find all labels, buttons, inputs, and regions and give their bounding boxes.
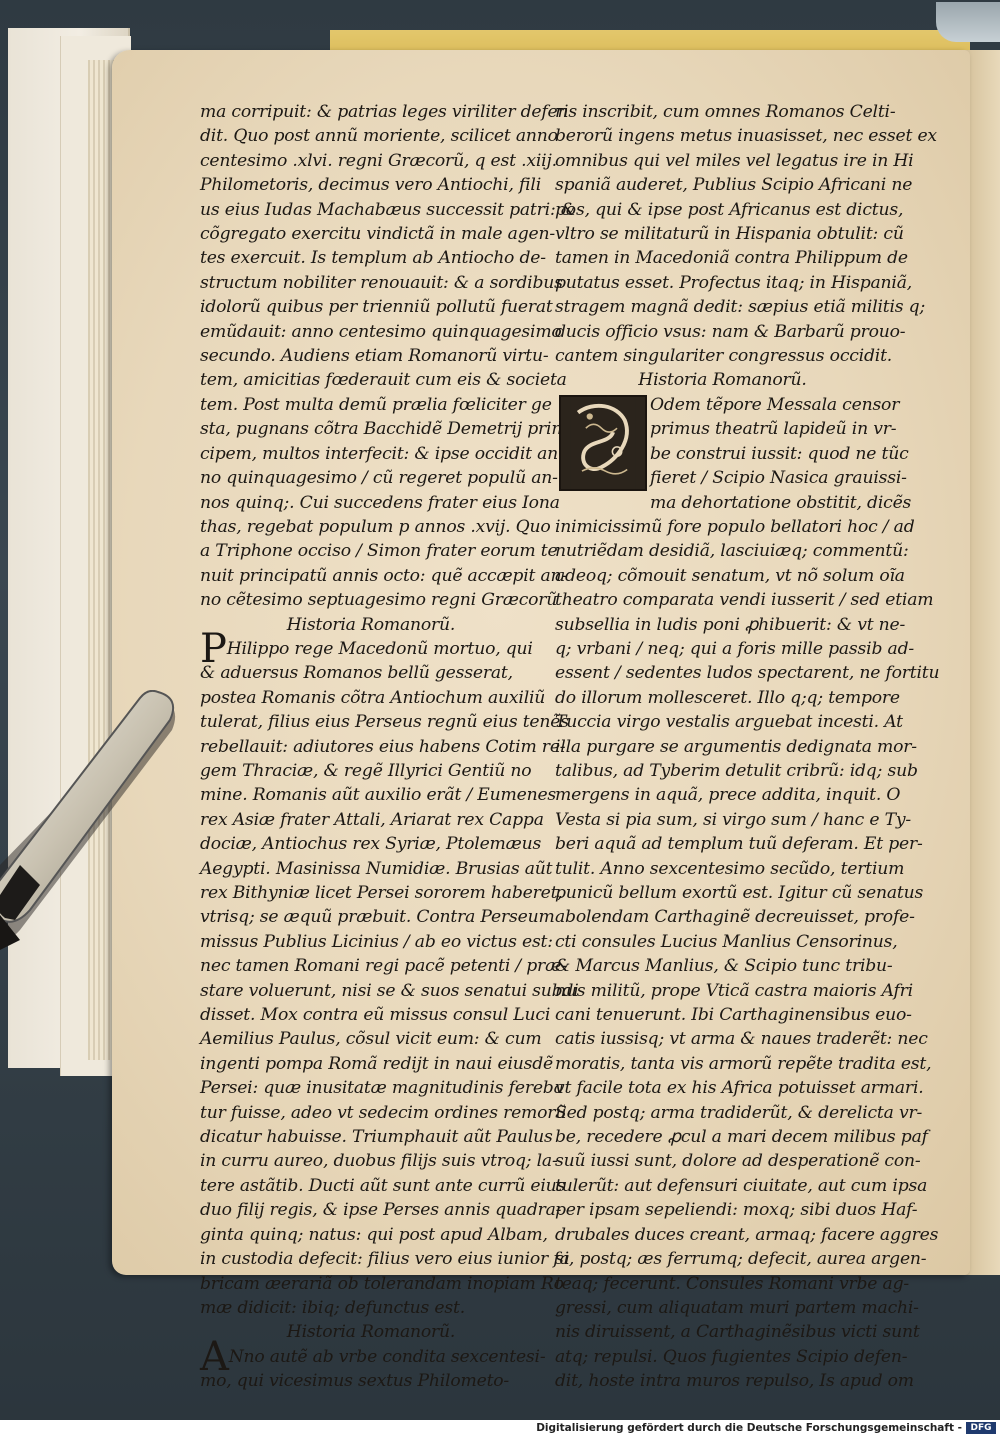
- text-line: a Triphone occiso / Simon frater eorum te: [200, 541, 558, 562]
- text-line: cani tenuerunt. Ibi Carthaginensibus euo-: [555, 1005, 912, 1026]
- text-line: & Marcus Manlius, & Scipio tunc tribu-: [555, 956, 893, 977]
- section-heading: Historia Romanorũ.: [638, 370, 807, 391]
- text-line: Aegypti. Masinissa Numidiæ. Brusias aũt: [200, 858, 553, 879]
- text-line: omnibus qui vel miles vel legatus ire in Hi: [555, 150, 914, 171]
- text-line: Persei: quæ inusitatæ magnitudinis fereba: [200, 1078, 564, 1099]
- text-line: in custodia defecit: filius vero eius iunior fa: [200, 1249, 570, 1270]
- text-line: nutriẽdam desidiã, lasciuiæq; commentũ:: [555, 541, 909, 562]
- text-line: no cẽtesimo septuagesimo regni Græcorũ: [200, 590, 558, 611]
- right-paragraph-1: [555, 100, 937, 368]
- text-line: vtrisq; se æquũ præbuit. Contra Perseum: [200, 907, 555, 928]
- text-line: postea Romanis cõtra Antiochum auxiliũ: [200, 687, 546, 708]
- text-line: dociæ, Antiochus rex Syriæ, Ptolemæus: [200, 834, 542, 855]
- text-line: be, recedere ꝓcul a mari decem milibus paf: [555, 1127, 928, 1148]
- text-line: idolorũ quibus per trienniũ pollutũ fuerat: [200, 297, 553, 318]
- text-line: q; vrbani / neq; qui a foris mille passib ad-: [555, 638, 914, 659]
- text-line: us eius Iudas Machabæus successit patri: &: [200, 199, 576, 220]
- dfg-logo: DFG: [966, 1422, 996, 1434]
- text-line: Philometoris, decimus vero Antiochi, fili: [200, 175, 542, 196]
- text-line: nus militũ, prope Vticã castra maioris Afri: [555, 980, 913, 1001]
- section-heading: Historia Romanorũ.: [286, 614, 456, 635]
- left-text-column: [200, 100, 579, 1394]
- text-line: suũ iussi sunt, dolore ad desperationẽ con-: [555, 1151, 921, 1172]
- text-line: fieret / Scipio Nasica grauissi-: [650, 468, 907, 489]
- text-line: mæ didicit: ibiq; defunctus est.: [200, 1297, 465, 1318]
- text-line: adeoq; cõmouit senatum, vt nõ solum oĩa: [555, 565, 905, 586]
- text-line: tem, amicitias fœderauit cum eis & societa: [200, 370, 567, 391]
- paragraph-opening-line: PHilippo rege Macedonũ mortuo, qui: [200, 625, 533, 672]
- text-line: beri aquã ad templum tuũ deferam. Et per-: [555, 834, 923, 855]
- text-line: cõgregato exercitu vindictã in male agen-: [200, 224, 555, 245]
- decorated-initial-block: [555, 393, 912, 515]
- text-line: catis iussisq; vt arma & naues traderẽt: nec: [555, 1029, 928, 1050]
- text-line: mine. Romanis aũt auxilio erãt / Eumenes: [200, 785, 557, 806]
- cover-corner: [936, 2, 1000, 42]
- text-line: drubales duces creant, armaq; facere aggres: [555, 1224, 939, 1245]
- initial-letter: P: [200, 625, 227, 672]
- text-line: tes exercuit. Is templum ab Antiocho de-: [200, 248, 546, 269]
- text-line: mo, qui vicesimus sextus Philometo-: [200, 1371, 510, 1392]
- text-line: duo filij regis, & ipse Perses annis quadra-: [200, 1200, 562, 1221]
- text-line: spaniã auderet, Publius Scipio Africani ne: [555, 175, 913, 196]
- text-line: tur fuisse, adeo vt sedecim ordines remorũ: [200, 1102, 567, 1123]
- text-line: berorũ ingens metus inuasisset, nec esset ex: [555, 126, 937, 147]
- text-line: nis diruissent, a Carthaginẽsibus victi sunt: [555, 1322, 920, 1343]
- text-line: illa purgare se argumentis dedignata mor-: [555, 736, 917, 757]
- text-line: tamen in Macedoniã contra Philippum de: [555, 248, 908, 269]
- text-line: rex Bithyniæ licet Persei sororem haberet,: [200, 883, 563, 903]
- text-line: ginta quinq; natus: qui post apud Albam,: [200, 1224, 548, 1245]
- text-line: emũdauit: anno centesimo quinquagesimo: [200, 321, 562, 342]
- text-line: abolendam Carthaginẽ decreuisset, profe-: [555, 907, 915, 928]
- left-paragraph-3: [200, 1333, 546, 1394]
- text-line: ingenti pompa Romã redijt in naui eiusdẽ: [200, 1053, 554, 1074]
- text-line: rebellauit: adiutores eius habens Cotim re-: [200, 736, 566, 757]
- text-line: theatro comparata vendi iusserit / sed etiam: [555, 590, 934, 611]
- text-line: Tuccia virgo vestalis arguebat incesti. At: [555, 712, 903, 733]
- text-line: inimicissimũ fore populo bellatori hoc / ad: [555, 516, 915, 537]
- text-line: in curru aureo, duobus filijs suis vtroq; la-: [200, 1151, 558, 1172]
- text-line: si, postq; æs ferrumq; defecit, aurea argen-: [555, 1249, 927, 1270]
- text-line: tere astãtib. Ducti aũt sunt ante currũ eius: [200, 1175, 566, 1196]
- text-line: ma dehortatione obstitit, dicẽs: [650, 492, 912, 513]
- text-line: nec tamen Romani regi pacẽ petenti / præ-: [200, 956, 567, 977]
- text-line: Sed postq; arma tradiderũt, & derelicta vr-: [555, 1102, 923, 1123]
- text-line: putatus esset. Profectus itaq; in Hispaniã,: [555, 272, 913, 293]
- text-line: Odem tẽpore Messala censor: [650, 394, 900, 415]
- text-line: gem Thraciæ, & regẽ Illyrici Gentiũ no: [200, 760, 532, 781]
- text-line: secundo. Audiens etiam Romanorũ virtu-: [200, 346, 549, 367]
- text-line: vt facile tota ex his Africa potuisset armari.: [555, 1078, 924, 1099]
- text-line: structum nobiliter renouauit: & a sordibus: [200, 272, 563, 293]
- text-line: ANno autẽ ab vrbe condita sexcentesi-: [200, 1333, 546, 1380]
- text-line: mergens in aquã, prece addita, inquit. O: [555, 785, 901, 806]
- text-line: gressi, cum aliquatam muri partem machi-: [555, 1297, 919, 1318]
- text-line: disset. Mox contra eũ missus consul Luci: [200, 1005, 551, 1026]
- text-line: ma corripuit: & patrias leges viriliter defen: [200, 102, 569, 122]
- text-line: atq; repulsi. Quos fugientes Scipio defen-: [555, 1346, 908, 1367]
- text-line: essent / sedentes ludos spectarent, ne fortitu: [555, 663, 940, 684]
- text-line: tulerat, filius eius Perseus regnũ eius tenẽs: [200, 712, 569, 733]
- left-paragraph-2: [200, 661, 579, 1320]
- text-line: tem. Post multa demũ prælia fœliciter ge: [200, 394, 552, 415]
- text-line: Aemilius Paulus, cõsul vicit eum: & cum: [200, 1029, 542, 1050]
- text-line: pos, qui & ipse post Africanus est dictus,: [555, 199, 904, 220]
- left-paragraph-1: [200, 100, 576, 613]
- text-line: no quinquagesimo / cũ regeret populũ an-: [200, 468, 558, 489]
- text-line: stragem magnã dedit: sæpius etiã militis q;: [555, 297, 926, 318]
- text-line: tulerũt: aut defensuri ciuitate, aut cum ipsa: [555, 1175, 928, 1196]
- text-line: thas, regebat populum p annos .xvij. Quo: [200, 516, 551, 537]
- text-line: & aduersus Romanos bellũ gesserat,: [200, 663, 513, 684]
- text-line: ris inscribit, cum omnes Romanos Celti-: [555, 102, 896, 122]
- right-paragraph-2: [555, 515, 940, 1394]
- text-line: cipem, multos interfecit: & ipse occidit an: [200, 443, 559, 464]
- text-line: nos quinq;. Cui succedens frater eius Iona: [200, 492, 560, 513]
- text-line: centesimo .xlvi. regni Græcorũ, q est .xiij.: [200, 150, 557, 171]
- text-line: ducis officio vsus: nam & Barbarũ prouo-: [555, 321, 906, 342]
- text-line: talibus, ad Tyberim detulit cribrũ: idq; sub: [555, 760, 918, 781]
- text-line: dit, hoste intra muros repulso, Is apud om: [555, 1371, 914, 1392]
- text-line: be construi iussit: quod ne tũc: [650, 443, 909, 464]
- initial-letter: A: [200, 1333, 229, 1380]
- footer-credit: Digitalisierung gefördert durch die Deutsche Forschungsgemeinschaft -: [536, 1422, 962, 1434]
- text-line: nuit principatũ annis octo: quẽ accæpit an-: [200, 565, 568, 586]
- text-line: dicatur habuisse. Triumphauit aũt Paulus: [200, 1127, 553, 1148]
- text-line: rex Asiæ frater Attali, Ariarat rex Cappa: [200, 809, 544, 830]
- text-line: stare voluerunt, nisi se & suos senatui subdi: [200, 980, 579, 1001]
- text-line: moratis, tanta vis armorũ repẽte tradita est,: [555, 1053, 932, 1074]
- text-line: sta, pugnans cõtra Bacchidẽ Demetrij prin: [200, 419, 563, 440]
- text-line: primus theatrũ lapideũ in vr-: [650, 419, 897, 440]
- text-line: do illorum mollesceret. Illo q;q; tempore: [555, 687, 900, 708]
- text-line: bricam æerariã ob tolerandam inopiam Ro: [200, 1273, 564, 1294]
- text-line: punicũ bellum exortũ est. Igitur cũ senatus: [555, 883, 924, 903]
- right-text-column: [555, 100, 940, 1394]
- ornamental-initial-icon: [559, 395, 647, 491]
- text-line: dit. Quo post annũ moriente, scilicet anno: [200, 126, 558, 147]
- text-line: missus Publius Licinius / ab eo victus est:: [200, 931, 553, 952]
- text-line: teaq; fecerunt. Consules Romani vrbe ag-: [555, 1273, 909, 1294]
- text-line: per ipsam sepeliendi: moxq; sibi duos Haf-: [555, 1200, 918, 1221]
- text-line: tulit. Anno sexcentesimo secũdo, tertium: [555, 858, 905, 879]
- text-line: cti consules Lucius Manlius Censorinus,: [555, 931, 898, 952]
- footer-bar: [0, 1420, 1000, 1437]
- section-heading: Historia Romanorũ.: [286, 1322, 456, 1343]
- text-line: cantem singulariter congressus occidit.: [555, 346, 893, 367]
- text-line: subsellia in ludis poni ꝓhibuerit: & vt ne-: [555, 614, 906, 635]
- text-line: Vesta si pia sum, si virgo sum / hanc e Ty-: [555, 809, 911, 830]
- text-line: vltro se militaturũ in Hispania obtulit: cũ: [555, 224, 904, 245]
